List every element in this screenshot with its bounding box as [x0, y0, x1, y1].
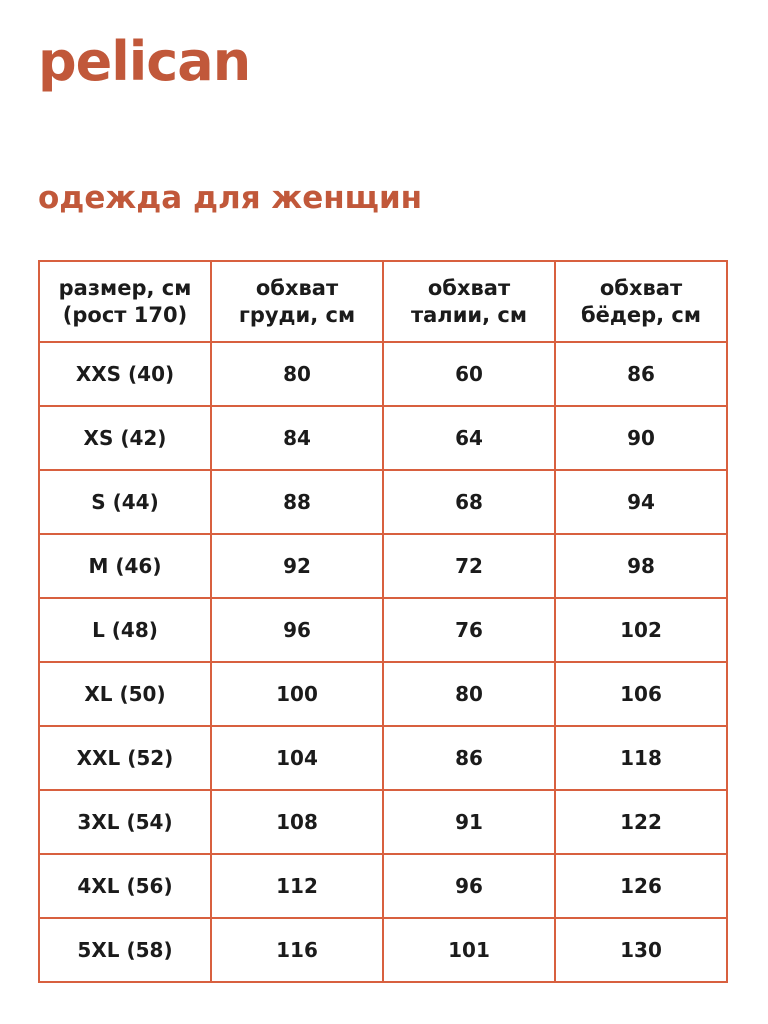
hips-cell: 122: [555, 790, 727, 854]
size-cell: L (48): [39, 598, 211, 662]
hips-cell: 118: [555, 726, 727, 790]
size-table: [38, 260, 728, 983]
page-title: одежда для женщин: [38, 180, 423, 216]
waist-cell: 101: [383, 918, 555, 982]
hips-cell: 102: [555, 598, 727, 662]
column-header-size-line2: (рост 170): [62, 302, 188, 327]
table-row: [39, 534, 727, 598]
chest-cell: 104: [211, 726, 383, 790]
hips-cell: 106: [555, 662, 727, 726]
hips-cell: 94: [555, 470, 727, 534]
hips-cell: 90: [555, 406, 727, 470]
table-row: [39, 726, 727, 790]
size-table-header: [39, 261, 727, 342]
size-cell: XXS (40): [39, 342, 211, 406]
column-header-hips-line1: обхват: [599, 276, 683, 301]
header-row: [39, 261, 727, 342]
waist-cell: 68: [383, 470, 555, 534]
waist-cell: 91: [383, 790, 555, 854]
chest-cell: 88: [211, 470, 383, 534]
waist-cell: 72: [383, 534, 555, 598]
chest-cell: 92: [211, 534, 383, 598]
hips-cell: 130: [555, 918, 727, 982]
column-header-size: [39, 261, 211, 342]
chest-cell: 84: [211, 406, 383, 470]
size-table-body: [39, 342, 727, 982]
size-cell: XS (42): [39, 406, 211, 470]
size-cell: 5XL (58): [39, 918, 211, 982]
waist-cell: 76: [383, 598, 555, 662]
column-header-waist-line1: обхват: [427, 276, 511, 301]
table-row: [39, 470, 727, 534]
size-cell: 4XL (56): [39, 854, 211, 918]
waist-cell: 60: [383, 342, 555, 406]
chest-cell: 116: [211, 918, 383, 982]
table-row: [39, 342, 727, 406]
chest-cell: 100: [211, 662, 383, 726]
chest-cell: 80: [211, 342, 383, 406]
waist-cell: 64: [383, 406, 555, 470]
size-cell: XXL (52): [39, 726, 211, 790]
chest-cell: 96: [211, 598, 383, 662]
hips-cell: 98: [555, 534, 727, 598]
table-row: [39, 598, 727, 662]
table-row: [39, 854, 727, 918]
size-cell: M (46): [39, 534, 211, 598]
waist-cell: 96: [383, 854, 555, 918]
table-row: [39, 918, 727, 982]
size-table-container: [38, 260, 728, 983]
column-header-chest-line1: обхват: [255, 276, 339, 301]
column-header-size-line1: размер, см: [58, 276, 192, 301]
chest-cell: 108: [211, 790, 383, 854]
size-cell: 3XL (54): [39, 790, 211, 854]
table-row: [39, 662, 727, 726]
table-row: [39, 406, 727, 470]
pelican-logo: pelican: [38, 30, 251, 93]
size-cell: S (44): [39, 470, 211, 534]
hips-cell: 86: [555, 342, 727, 406]
waist-cell: 86: [383, 726, 555, 790]
column-header-hips-line2: бёдер, см: [580, 302, 702, 327]
column-header-waist-line2: талии, см: [410, 302, 528, 327]
chest-cell: 112: [211, 854, 383, 918]
column-header-chest-line2: груди, см: [238, 302, 356, 327]
hips-cell: 126: [555, 854, 727, 918]
size-cell: XL (50): [39, 662, 211, 726]
waist-cell: 80: [383, 662, 555, 726]
column-header-chest: [211, 261, 383, 342]
column-header-hips: [555, 261, 727, 342]
column-header-waist: [383, 261, 555, 342]
table-row: [39, 790, 727, 854]
